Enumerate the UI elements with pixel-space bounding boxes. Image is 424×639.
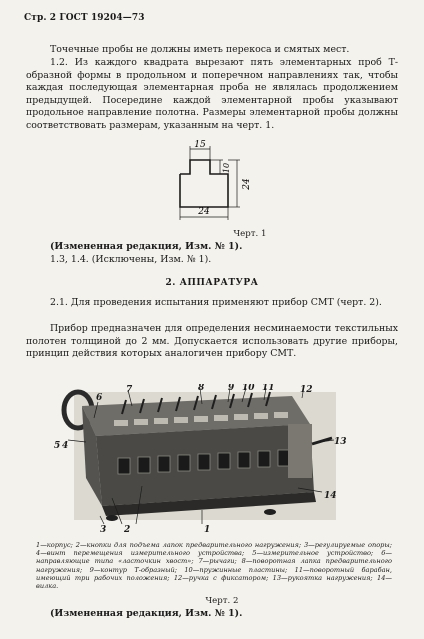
callout-11: 11 xyxy=(262,384,275,393)
dim-stem-height: 10 xyxy=(222,162,231,174)
callout-5: 5 xyxy=(54,441,61,451)
t-specimen-outline xyxy=(180,160,228,207)
paragraph-1-2: 1.2. Из каждого квадрата вырезают пять элементарных проб Т-образной формы в продольном и поперечном направлениях так, чтобы каждая последующая элементарная проба не являлась продолжением предыдущей. Посередине каждой элементарной пробы указывают продольное направление полотна. Размеры элементарной пробы должны соответствовать размерам, указанным на черт. 1. xyxy=(26,57,398,131)
callout-4: 4 xyxy=(62,441,69,451)
callout-13: 13 xyxy=(334,437,347,447)
callout-2: 2 xyxy=(124,525,131,535)
revision-note-1: (Измененная редакция, Изм. № 1). xyxy=(50,241,243,252)
callout-6: 6 xyxy=(96,393,103,403)
rotating-drum xyxy=(288,424,312,478)
figure-2-apparatus xyxy=(52,384,348,536)
figure-1-t-specimen xyxy=(160,140,270,230)
page-header: Стр. 2 ГОСТ 19204—73 xyxy=(24,13,145,23)
figure-2-caption: Черт. 2 xyxy=(205,596,239,606)
figure-2-legend: 1—корпус; 2—кнопки для подъема лапок предварительного нагружения; 3—регулируемые опоры; 4—винт перемещения измерительного устройства; 5—измерительное устройство; 6—направляющие типа «ласточкин хвост»; 7—рычаги; 8—поворотная лапка предварительного нагружения; 9—контур Т-образный; 10—пружинные пластины; 11—поворотный барабан, имеющий три рабочих положения; 12—ручка с фиксатором; 13—рукоятка нагружения; 14—вилка. xyxy=(36,541,392,591)
callout-7: 7 xyxy=(126,385,133,395)
paragraph-1-3-1-4: 1.3, 1.4. (Исключены, Изм. № 1). xyxy=(50,254,212,265)
callout-9: 9 xyxy=(228,384,235,393)
paragraph-2-1: 2.1. Для проведения испытания применяют прибор СМТ (черт. 2). xyxy=(50,297,382,308)
callout-3: 3 xyxy=(100,525,107,535)
figure-1-caption: Черт. 1 xyxy=(233,229,267,239)
paragraph-1: Точечные пробы не должны иметь перекоса и смятых мест. xyxy=(50,44,350,55)
callout-1: 1 xyxy=(204,525,211,535)
callout-8: 8 xyxy=(198,384,205,393)
callout-12: 12 xyxy=(300,385,313,395)
dim-top-width: 15 xyxy=(194,140,206,150)
dim-base-width: 24 xyxy=(198,207,210,217)
paragraph-2-1-purpose: Прибор предназначен для определения несминаемости текстильных полотен толщиной до 2 мм. Допускается использовать другие приборы, принцип действия которых аналогичен прибору СМТ. xyxy=(26,323,398,360)
callout-14: 14 xyxy=(324,491,337,501)
dim-total-height: 24 xyxy=(242,178,252,190)
revision-note-2: (Измененная редакция, Изм. № 1). xyxy=(50,608,243,619)
section-title: 2. АППАРАТУРА xyxy=(165,278,259,288)
callout-10: 10 xyxy=(242,384,255,393)
